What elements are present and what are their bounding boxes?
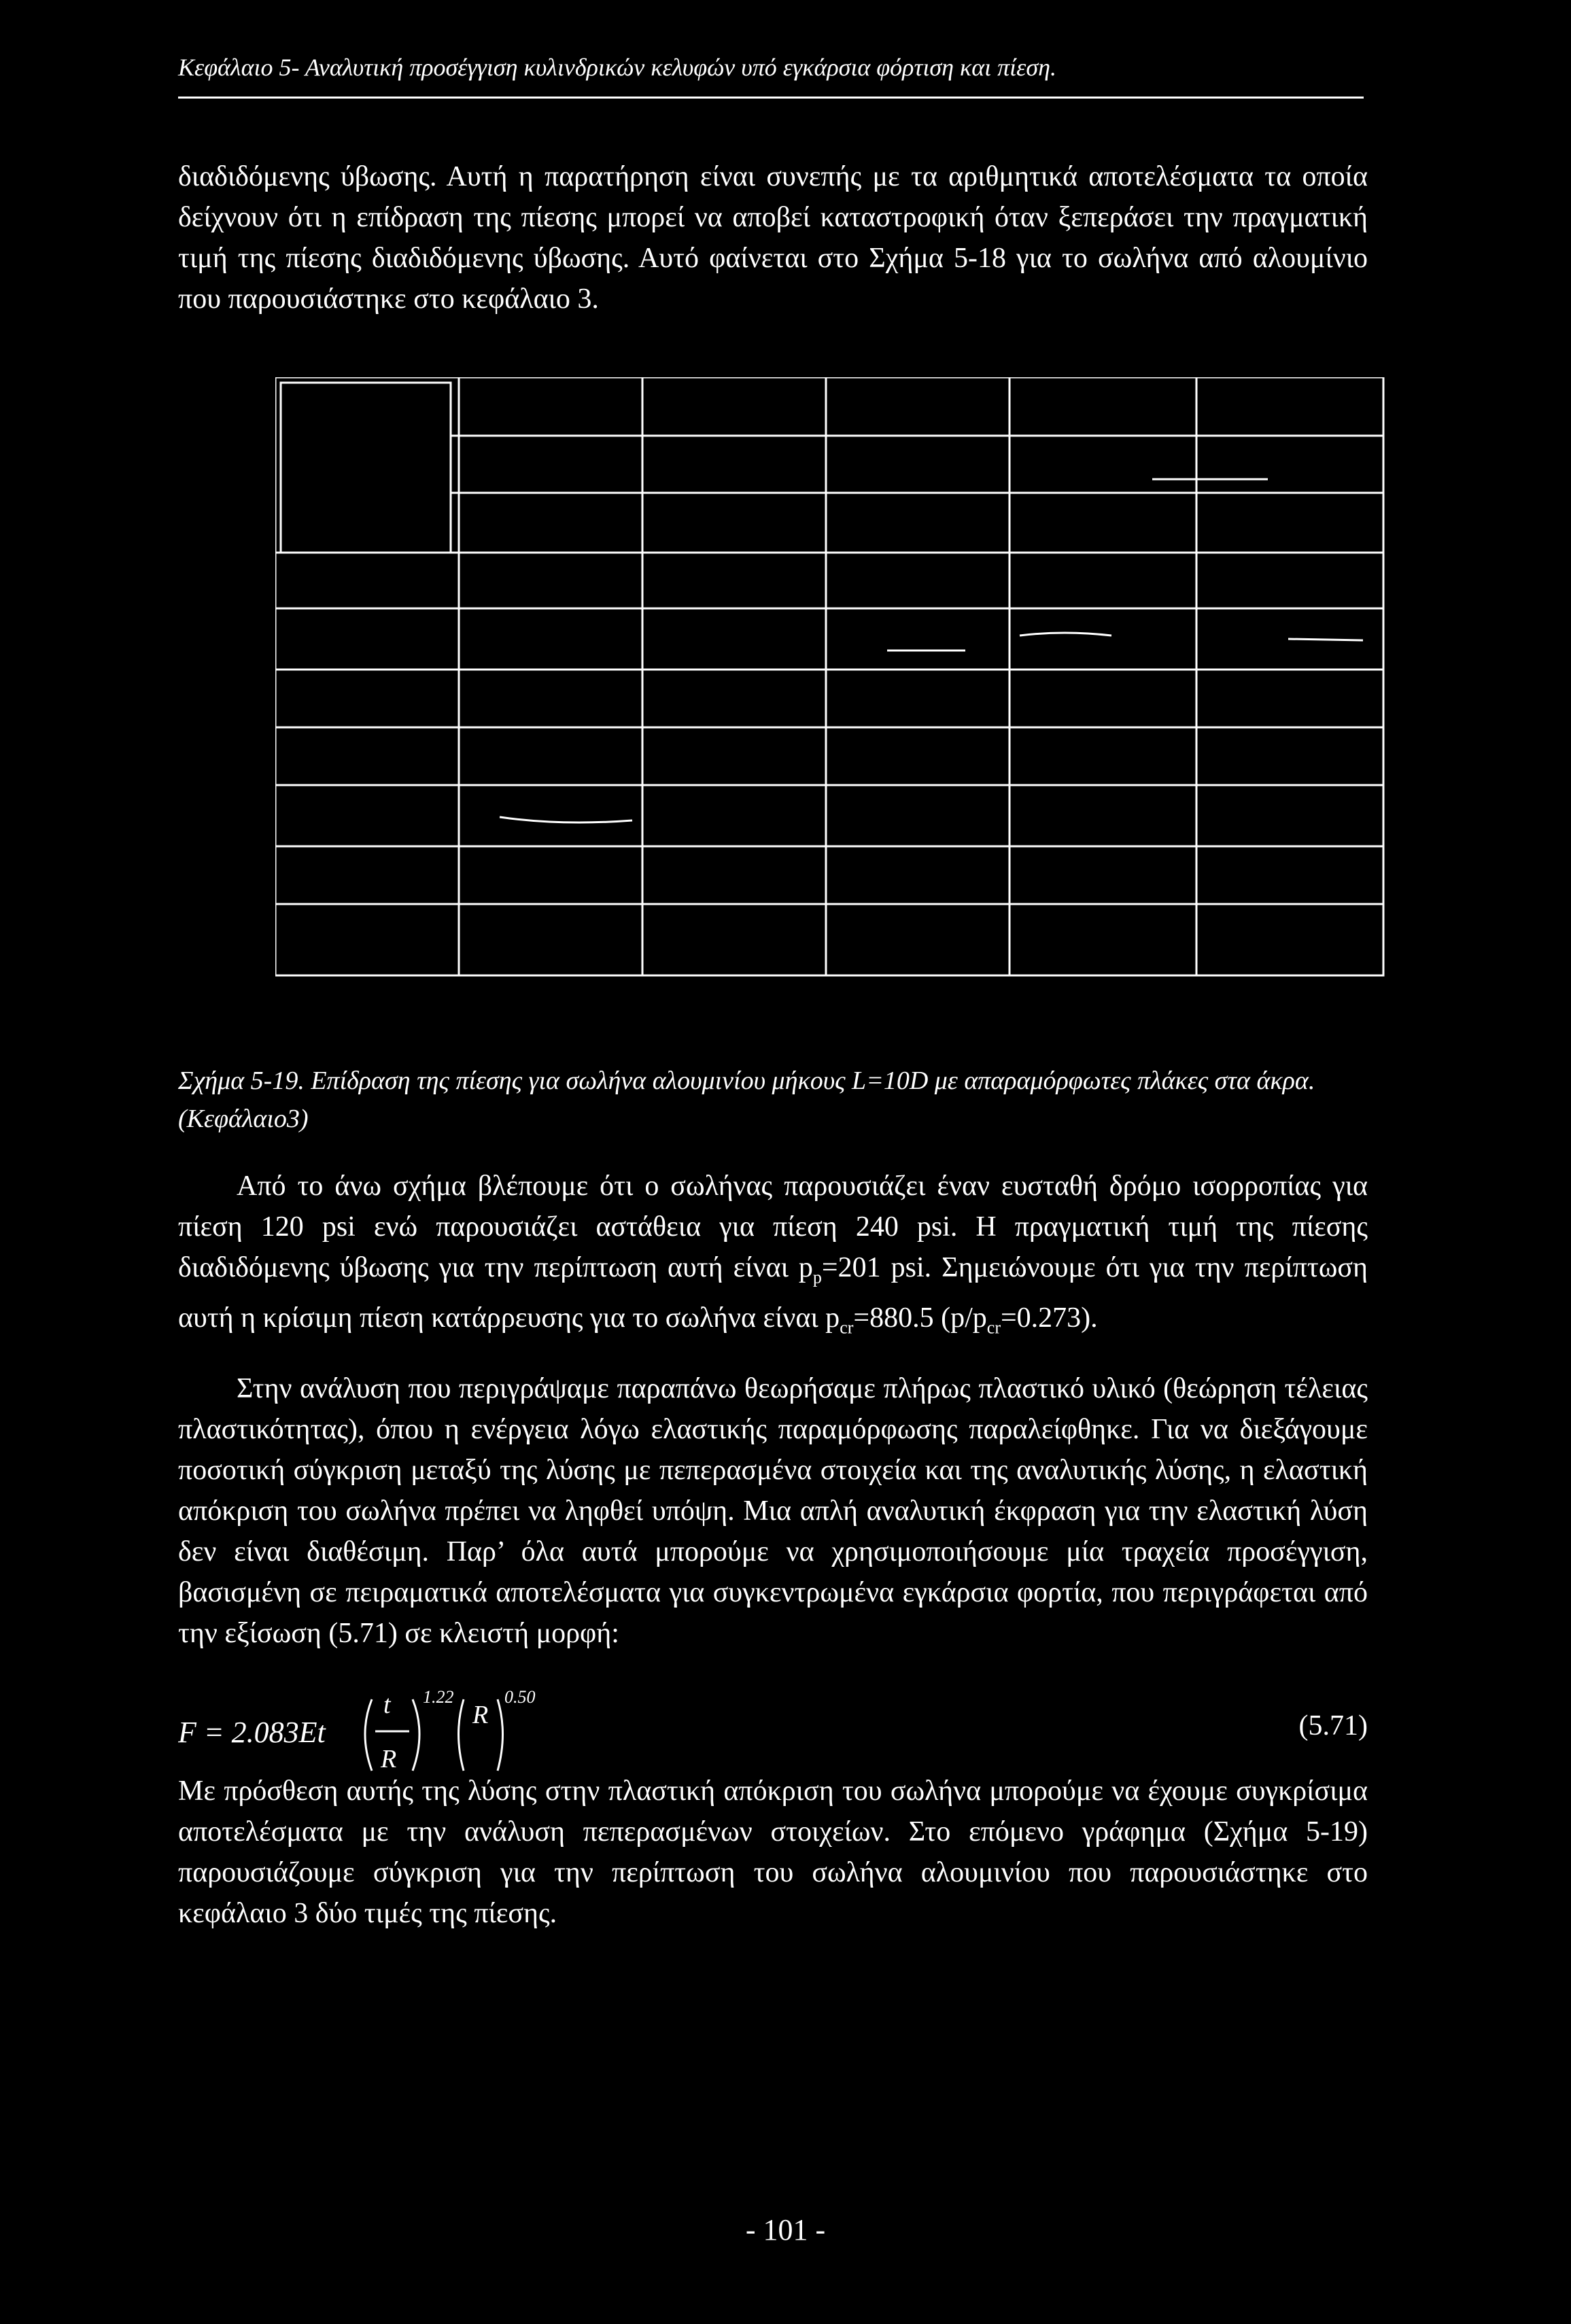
paragraph-1: διαδιδόμενης ύβωσης. Αυτή η παρατήρηση είναι συνεπής με τα αριθμητικά αποτελέσματα τα οποία δείχνουν ότι η επίδραση της πίεσης μπορεί να αποβεί καταστροφική όταν ξεπεράσει την πραγματική τιμή της πίεσης διαδιδόμενης ύβωσης. Αυτό φαίνεται στο Σχήμα 5-18 για το σωλήνα από αλουμίνιο που παρουσιάστηκε στο κεφάλαιο 3. bbox=[178, 161, 1368, 315]
eq-exp2: 0.50 bbox=[504, 1687, 536, 1707]
curve-segment bbox=[500, 817, 632, 822]
figure-caption: Σχήμα 5-19. Επίδραση της πίεσης για σωλήνα αλουμινίου μήκους L=10D με απαραμόρφωτες πλάκες στα άκρα.(Κεφάλαιο3) bbox=[178, 1066, 1315, 1133]
figure-5-19 bbox=[275, 377, 1390, 989]
eq-numerator: t bbox=[383, 1690, 391, 1719]
legend-box bbox=[281, 383, 451, 553]
running-header: Κεφάλαιο 5- Αναλυτική προσέγγιση κυλινδρικών κελυφών υπό εγκάρσια φόρτιση και πίεση. bbox=[178, 54, 1056, 81]
eq-lhs: F = 2.083Et bbox=[178, 1716, 326, 1749]
eq-R: R bbox=[472, 1701, 489, 1729]
equation-number: (5.71) bbox=[1298, 1710, 1368, 1741]
eq-denominator: R bbox=[381, 1745, 397, 1773]
paragraph-4: Με πρόσθεση αυτής της λύσης στην πλαστική απόκριση του σωλήνα μπορούμε να έχουμε συγκρίσιμα αποτελέσματα με την ανάλυση πεπερασμένων στοιχείων. Στο επόμενο γράφημα (Σχήμα 5-19) παρουσιάζουμε σύγκριση για την περίπτωση του σωλήνα αλουμινίου που παρουσιάστηκε στο κεφάλαιο 3 δύο τιμές της πίεσης. bbox=[178, 1775, 1368, 1929]
curve-segment bbox=[1020, 633, 1111, 636]
curve-segment bbox=[1288, 639, 1363, 640]
paragraph-3: Στην ανάλυση που περιγράψαμε παραπάνω θεωρήσαμε πλήρως πλαστικό υλικό (θεώρηση τέλειας πλαστικότητας), όπου η ενέργεια λόγω ελαστικής παραμόρφωσης παραλείφθηκε. Για να διεξάγουμε ποσοτική σύγκριση μεταξύ της λύσης με πεπερασμένα στοιχεία και της αναλυτικής λύσης, η ελαστική απόκριση του σωλήνα πρέπει να ληφθεί υπόψη. Μια απλή αναλυτική έκφραση για την ελαστική λύση δεν είναι διαθέσιμη. Παρ’ όλα αυτά μπορούμε να χρησιμοποιήσουμε μία τραχεία προσέγγιση, βασισμένη σε πειραματικά αποτελέσματα για συγκεντρωμένα εγκάρσια φορτία, που περιγράφεται από την εξίσωση (5.71) σε κλειστή μορφή: bbox=[178, 1373, 1368, 1649]
paragraph-2: Από το άνω σχήμα βλέπουμε ότι ο σωλήνας παρουσιάζει έναν ευσταθή δρόμο ισορροπίας για πίεση 120 psi ενώ παρουσιάζει αστάθεια για πίεση 240 psi. Η πραγματική τιμή της πίεσης διαδιδόμενης ύβωσης για την περίπτωση αυτή είναι $p_p=201$ psi. Σημειώνουμε ότι για την περίπτωση αυτή η κρίσιμη πίεση κατάρρευσης για το σωλήνα είναι $p_{cr}=880.5$ $(p/p_{cr}=0.273)$. bbox=[178, 1170, 1368, 1338]
page-number: - 101 - bbox=[745, 2213, 826, 2247]
figure-frame bbox=[275, 377, 1383, 975]
eq-exp1: 1.22 bbox=[423, 1687, 454, 1707]
header-rule bbox=[178, 97, 1364, 99]
